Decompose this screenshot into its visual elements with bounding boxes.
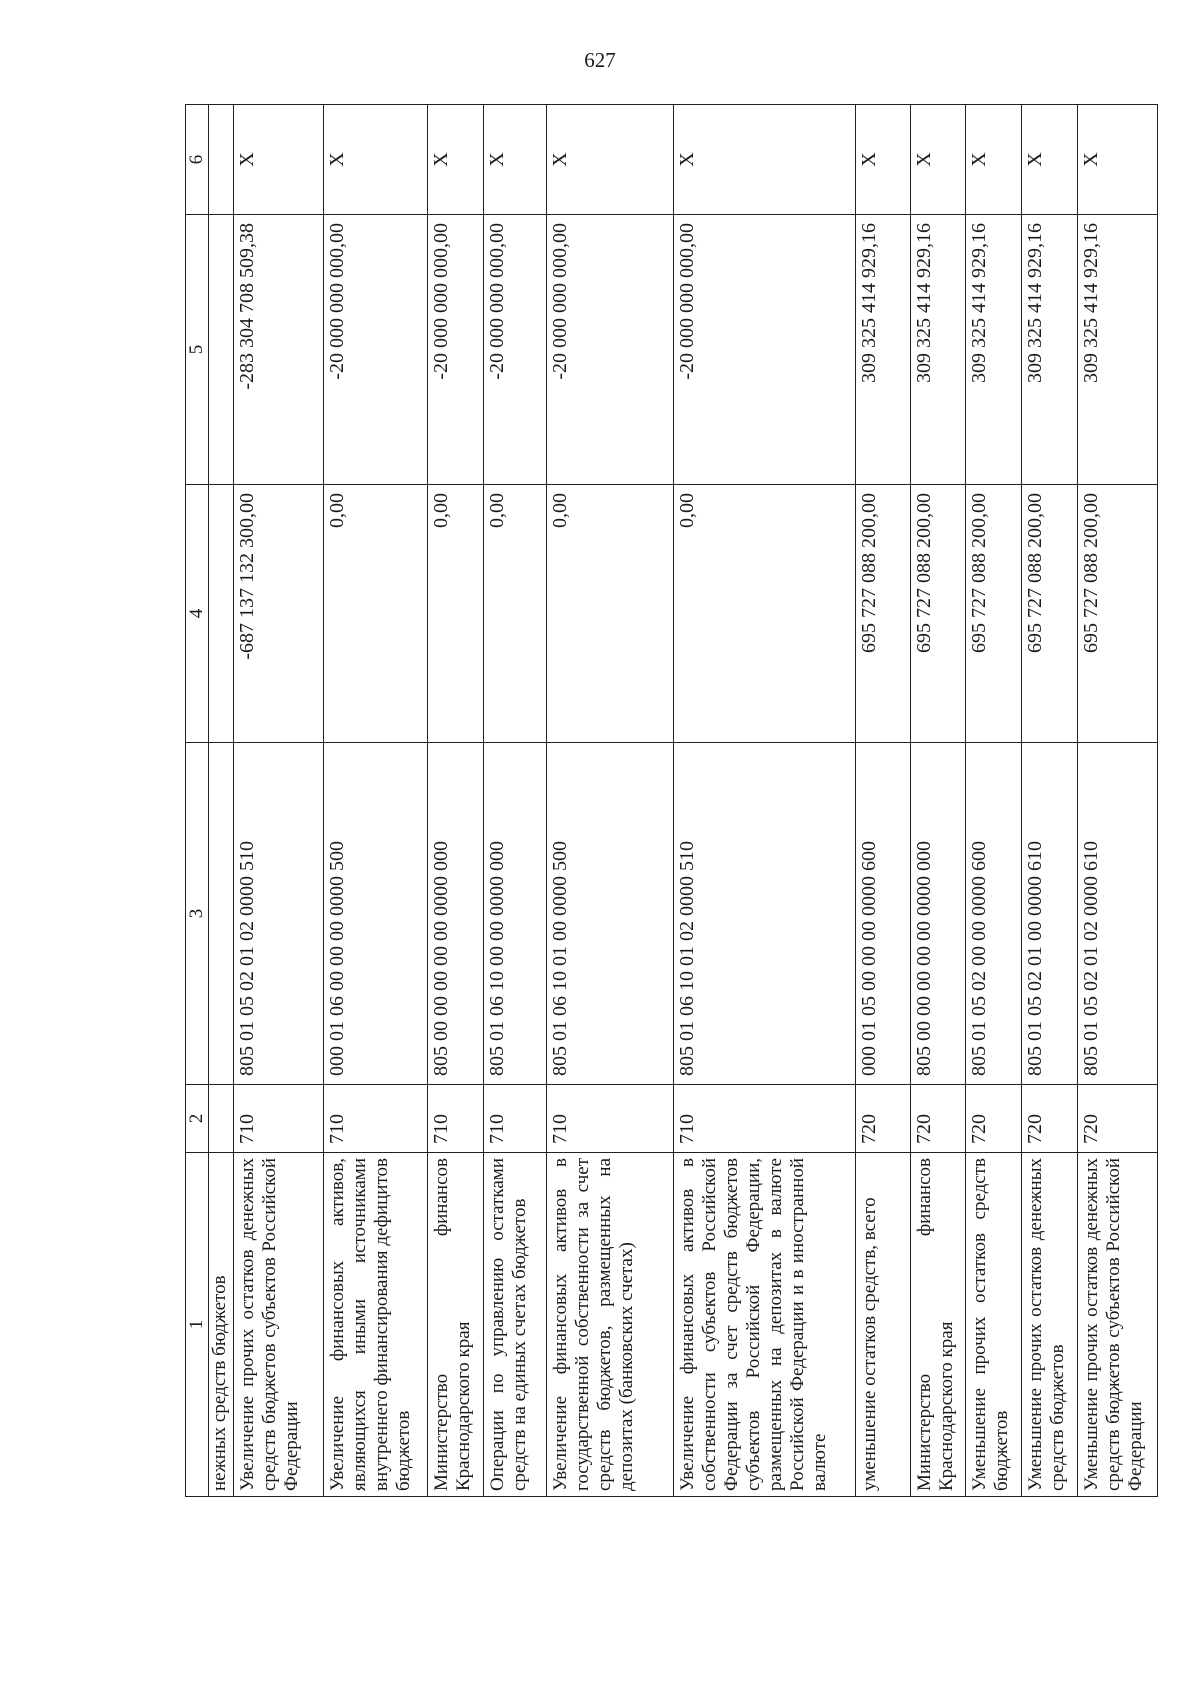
- row-name: Увеличение прочих остатков денежных средств бюджетов субъектов Российской Федерации: [234, 1153, 324, 1497]
- row-budget-code: 805 01 05 02 00 00 0000 600: [966, 743, 1022, 1085]
- row-name: Увеличение финансовых активов в государственной собственности за счет средств бюджетов, размещенных на депозитах (банковских счетах): [547, 1153, 674, 1497]
- table-row: [855, 105, 910, 1497]
- table-row: [966, 105, 1022, 1497]
- row-name: Увеличение финансовых активов, являющихся иными источниками внутреннего финансирования дефицитов бюджетов: [323, 1153, 427, 1497]
- row-value-col4: 0,00: [323, 485, 427, 743]
- row-mark-col6: X: [674, 105, 856, 215]
- row-value-col5: -20 000 000 000,00: [483, 215, 546, 485]
- row-line-code: 720: [910, 1085, 966, 1153]
- row-value-col4: 695 727 088 200,00: [1078, 485, 1158, 743]
- row-value-col4: 695 727 088 200,00: [966, 485, 1022, 743]
- header-cell: 6: [186, 105, 209, 215]
- table-row: [547, 105, 674, 1497]
- row-budget-code: 805 01 05 02 01 02 0000 610: [1078, 743, 1158, 1085]
- page-number: 627: [584, 48, 616, 72]
- row-name: Операции по управлению остатками средств на единых счетах бюджетов: [483, 1153, 546, 1497]
- table-row: [674, 105, 856, 1497]
- row-value-col5: -20 000 000 000,00: [427, 215, 483, 485]
- row-budget-code: 805 00 00 00 00 00 0000 000: [427, 743, 483, 1085]
- budget-sources-table: [185, 104, 1158, 1497]
- row-value-col5: 309 325 414 929,16: [910, 215, 966, 485]
- row-mark-col6: X: [234, 105, 324, 215]
- row-value-col5: 309 325 414 929,16: [966, 215, 1022, 485]
- row-budget-code: 805 01 05 02 01 02 0000 510: [234, 743, 324, 1085]
- empty-cell: [209, 105, 234, 215]
- empty-cell: [209, 215, 234, 485]
- row-name: Министерство финансов Краснодарского края: [427, 1153, 483, 1497]
- row-line-code: 710: [674, 1085, 856, 1153]
- empty-cell: [209, 485, 234, 743]
- table-row: [323, 105, 427, 1497]
- row-mark-col6: X: [1022, 105, 1078, 215]
- row-mark-col6: X: [1078, 105, 1158, 215]
- table-row: [1022, 105, 1078, 1497]
- continuation-text: нежных средств бюджетов: [209, 1153, 234, 1497]
- row-value-col5: 309 325 414 929,16: [1022, 215, 1078, 485]
- row-value-col4: 0,00: [427, 485, 483, 743]
- row-value-col4: 695 727 088 200,00: [1022, 485, 1078, 743]
- table-row: [1078, 105, 1158, 1497]
- row-mark-col6: X: [427, 105, 483, 215]
- row-mark-col6: X: [966, 105, 1022, 215]
- row-value-col4: 695 727 088 200,00: [855, 485, 910, 743]
- row-name: Увеличение финансовых активов в собственности субъектов Российской Федерации за счет средств бюджетов субъектов Российской Федерации, размещенных на депозитах в валюте Российской Федерации и в иностранной валюте: [674, 1153, 856, 1497]
- row-line-code: 720: [1022, 1085, 1078, 1153]
- row-budget-code: 000 01 05 00 00 00 0000 600: [855, 743, 910, 1085]
- continuation-row: [209, 105, 234, 1497]
- row-name: Уменьшение прочих остатков средств бюджетов: [966, 1153, 1022, 1497]
- row-line-code: 710: [483, 1085, 546, 1153]
- row-value-col5: -20 000 000 000,00: [547, 215, 674, 485]
- row-line-code: 720: [855, 1085, 910, 1153]
- row-value-col4: 0,00: [547, 485, 674, 743]
- empty-cell: [209, 743, 234, 1085]
- row-value-col4: -687 137 132 300,00: [234, 485, 324, 743]
- row-name: Министерство финансов Краснодарского края: [910, 1153, 966, 1497]
- table-row: [427, 105, 483, 1497]
- row-value-col5: -20 000 000 000,00: [323, 215, 427, 485]
- row-value-col4: 695 727 088 200,00: [910, 485, 966, 743]
- row-mark-col6: X: [483, 105, 546, 215]
- header-row: [186, 105, 209, 1497]
- row-value-col5: 309 325 414 929,16: [855, 215, 910, 485]
- row-mark-col6: X: [547, 105, 674, 215]
- header-cell: 5: [186, 215, 209, 485]
- row-line-code: 710: [427, 1085, 483, 1153]
- row-mark-col6: X: [855, 105, 910, 215]
- row-line-code: 720: [966, 1085, 1022, 1153]
- empty-cell: [209, 1085, 234, 1153]
- table-row: [483, 105, 546, 1497]
- rotated-table-container: [185, 105, 1158, 1497]
- row-budget-code: 805 01 05 02 01 00 0000 610: [1022, 743, 1078, 1085]
- row-name: Уменьшение прочих остатков денежных средств бюджетов субъектов Российской Федерации: [1078, 1153, 1158, 1497]
- header-cell: 2: [186, 1085, 209, 1153]
- row-budget-code: 805 00 00 00 00 00 0000 000: [910, 743, 966, 1085]
- row-value-col5: -283 304 708 509,38: [234, 215, 324, 485]
- row-budget-code: 805 01 06 10 01 00 0000 500: [547, 743, 674, 1085]
- row-value-col4: 0,00: [674, 485, 856, 743]
- row-line-code: 720: [1078, 1085, 1158, 1153]
- row-name: Уменьшение прочих остатков денежных средств бюджетов: [1022, 1153, 1078, 1497]
- row-mark-col6: X: [323, 105, 427, 215]
- row-value-col5: -20 000 000 000,00: [674, 215, 856, 485]
- row-line-code: 710: [323, 1085, 427, 1153]
- header-cell: 1: [186, 1153, 209, 1497]
- row-name: уменьшение остатков средств, всего: [855, 1153, 910, 1497]
- table-row: [234, 105, 324, 1497]
- row-value-col5: 309 325 414 929,16: [1078, 215, 1158, 485]
- header-cell: 3: [186, 743, 209, 1085]
- row-mark-col6: X: [910, 105, 966, 215]
- row-budget-code: 805 01 06 10 00 00 0000 000: [483, 743, 546, 1085]
- row-budget-code: 000 01 06 00 00 00 0000 500: [323, 743, 427, 1085]
- row-line-code: 710: [234, 1085, 324, 1153]
- row-budget-code: 805 01 06 10 01 02 0000 510: [674, 743, 856, 1085]
- row-value-col4: 0,00: [483, 485, 546, 743]
- table-row: [910, 105, 966, 1497]
- header-cell: 4: [186, 485, 209, 743]
- row-line-code: 710: [547, 1085, 674, 1153]
